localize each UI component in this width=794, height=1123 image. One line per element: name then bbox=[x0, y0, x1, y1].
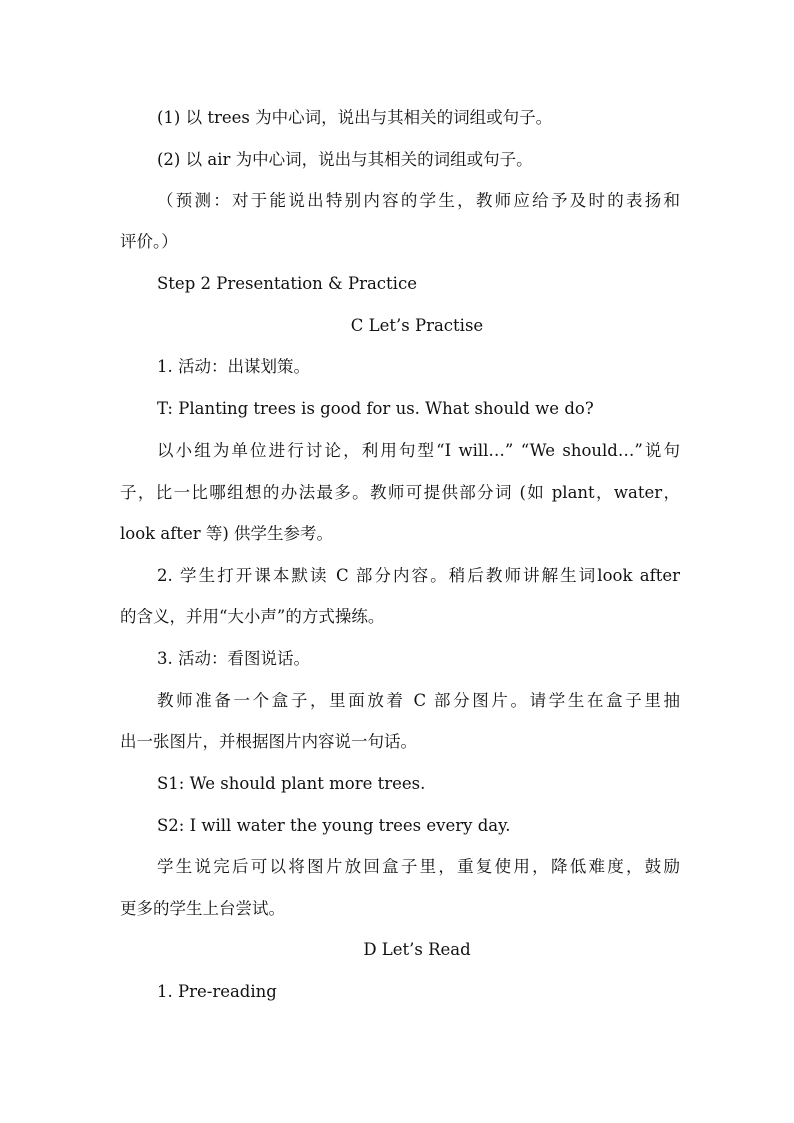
reading-instruction-line-2: 的含义，并用“大小声”的方式操练。 bbox=[120, 607, 385, 626]
section-c-heading: C Let’s Practise bbox=[350, 316, 484, 335]
student-one-example: S1: We should plant more trees. bbox=[157, 774, 426, 793]
group-discussion-line-3: look after 等) 供学生参考。 bbox=[120, 524, 334, 543]
section-d-heading: D Let’s Read bbox=[363, 940, 471, 959]
teacher-question-line: T: Planting trees is good for us. What should we do? bbox=[157, 399, 594, 418]
reuse-pictures-line-2: 更多的学生上台尝试。 bbox=[120, 899, 285, 918]
reading-instruction-line-1: 2. 学生打开课本默读 C 部分内容。稍后教师讲解生词look after bbox=[157, 566, 680, 585]
pre-reading-heading: 1. Pre-reading bbox=[157, 982, 277, 1001]
group-discussion-line-1: 以小组为单位进行讨论，利用句型“I will…” “We should…”说句 bbox=[157, 441, 680, 460]
prediction-note-line-1: （预测：对于能说出特别内容的学生，教师应给予及时的表扬和 bbox=[157, 191, 680, 210]
reuse-pictures-line-1: 学生说完后可以将图片放回盒子里，重复使用，降低难度，鼓励 bbox=[157, 857, 680, 876]
group-discussion-line-2: 子，比一比哪组想的办法最多。教师可提供部分词 (如 plant，water， bbox=[120, 483, 680, 502]
activity-3-heading: 3. 活动：看图说话。 bbox=[157, 649, 310, 668]
picture-activity-line-1: 教师准备一个盒子，里面放着 C 部分图片。请学生在盒子里抽 bbox=[157, 691, 680, 710]
student-two-example: S2: I will water the young trees every day. bbox=[157, 816, 511, 835]
activity-air-line: (2) 以 air 为中心词，说出与其相关的词组或句子。 bbox=[157, 150, 533, 169]
picture-activity-line-2: 出一张图片，并根据图片内容说一句话。 bbox=[120, 732, 417, 751]
step-heading: Step 2 Presentation & Practice bbox=[157, 274, 417, 293]
activity-trees-line: (1) 以 trees 为中心词，说出与其相关的词组或句子。 bbox=[157, 108, 553, 127]
prediction-note-line-2: 评价。） bbox=[120, 232, 178, 251]
activity-1-heading: 1. 活动：出谋划策。 bbox=[157, 357, 310, 376]
